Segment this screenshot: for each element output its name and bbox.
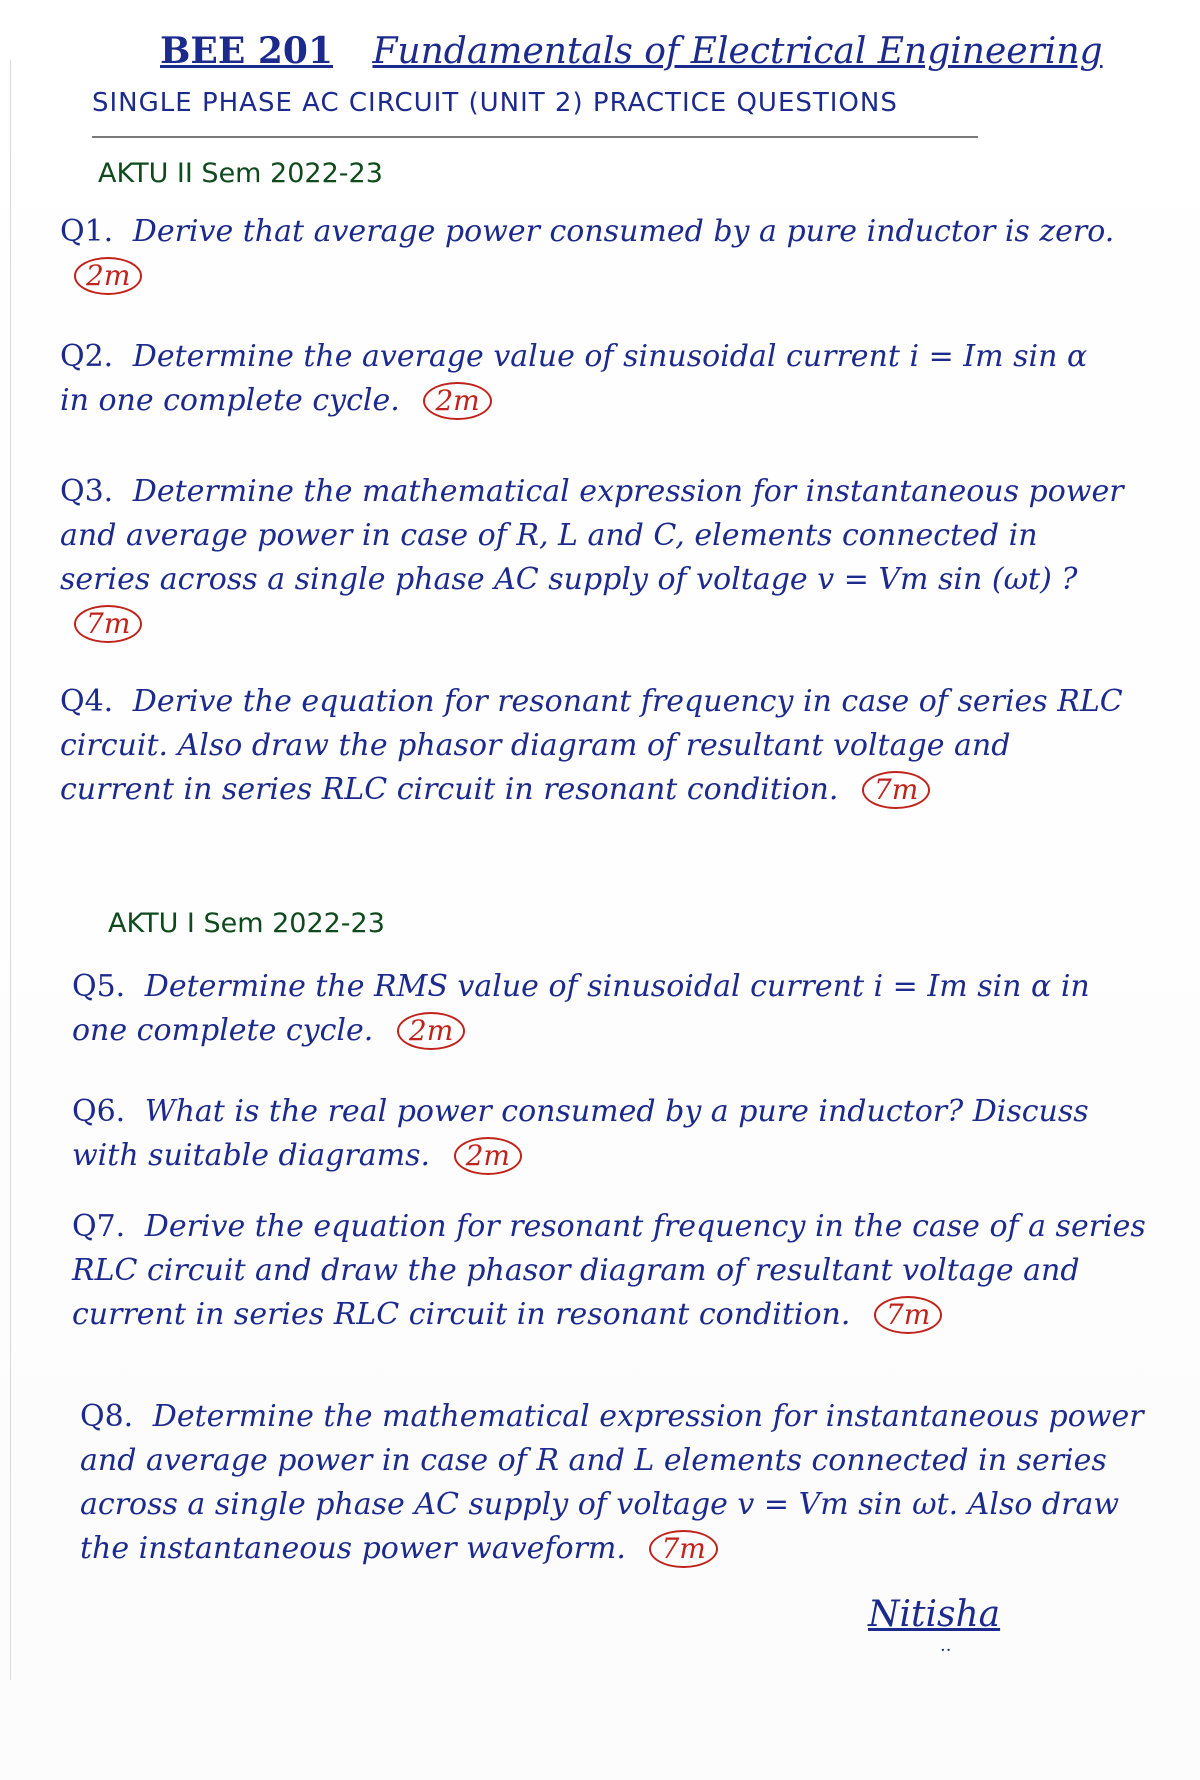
question-number: Q8. (80, 1399, 134, 1434)
question-q7 (72, 1205, 1147, 1337)
page-title (160, 30, 1103, 72)
question-number: Q1. (60, 214, 114, 249)
marks-badge: 7m (74, 605, 142, 643)
marks-badge: 2m (454, 1137, 522, 1175)
question-text: Determine the mathematical expression for instantaneous power and average power in case of R and L elements connected in series across a single phase AC supply of voltage v = Vm sin ωt. Also draw the instantaneous power waveform. (80, 1399, 1144, 1566)
question-q2 (60, 335, 1120, 423)
question-number: Q4. (60, 684, 114, 719)
question-number: Q7. (72, 1209, 126, 1244)
question-text: Determine the average value of sinusoidal current i = Im sin α in one complete cycle. (60, 339, 1088, 418)
marks-badge: 2m (74, 257, 142, 295)
section-heading-2: AKTU I Sem 2022-23 (108, 908, 385, 939)
question-number: Q6. (72, 1094, 126, 1129)
marks-badge: 2m (423, 382, 491, 420)
course-code: BEE 201 (160, 30, 333, 72)
header-divider (92, 136, 978, 138)
question-text: Derive the equation for resonant frequency in case of series RLC circuit. Also draw the phasor diagram of resultant voltage and current in series RLC circuit in resonant condition. (60, 684, 1123, 807)
question-q5 (72, 965, 1132, 1053)
margin-line (10, 60, 11, 1680)
question-text: Determine the RMS value of sinusoidal current i = Im sin α in one complete cycle. (72, 969, 1090, 1048)
marks-badge: 2m (397, 1012, 465, 1050)
question-q3 (60, 470, 1130, 646)
author-signature: Nitisha (868, 1594, 1001, 1635)
question-q8 (80, 1395, 1150, 1571)
question-q1 (60, 210, 1120, 298)
marks-badge: 7m (874, 1296, 942, 1334)
question-text: Derive the equation for resonant frequency in the case of a series RLC circuit and draw the phasor diagram of resultant voltage and current in series RLC circuit in resonant condition. (72, 1209, 1146, 1332)
page-subtitle: SINGLE PHASE AC CIRCUIT (UNIT 2) PRACTICE QUESTIONS (92, 88, 898, 118)
question-text: Determine the mathematical expression for instantaneous power and average power in case of R, L and C, elements connected in series across a single phase AC supply of voltage v = Vm sin (ωt) ? (60, 474, 1124, 597)
question-text: Derive that average power consumed by a pure inductor is zero. (132, 214, 1115, 249)
signature-dots: ·· (940, 1640, 952, 1661)
question-number: Q2. (60, 339, 114, 374)
question-text: What is the real power consumed by a pure inductor? Discuss with suitable diagrams. (72, 1094, 1089, 1173)
question-number: Q3. (60, 474, 114, 509)
question-number: Q5. (72, 969, 126, 1004)
marks-badge: 7m (649, 1530, 717, 1568)
question-q4 (60, 680, 1130, 812)
course-name: Fundamentals of Electrical Engineering (372, 31, 1103, 72)
section-heading-1: AKTU II Sem 2022-23 (98, 158, 383, 189)
marks-badge: 7m (862, 771, 930, 809)
question-q6 (72, 1090, 1132, 1178)
